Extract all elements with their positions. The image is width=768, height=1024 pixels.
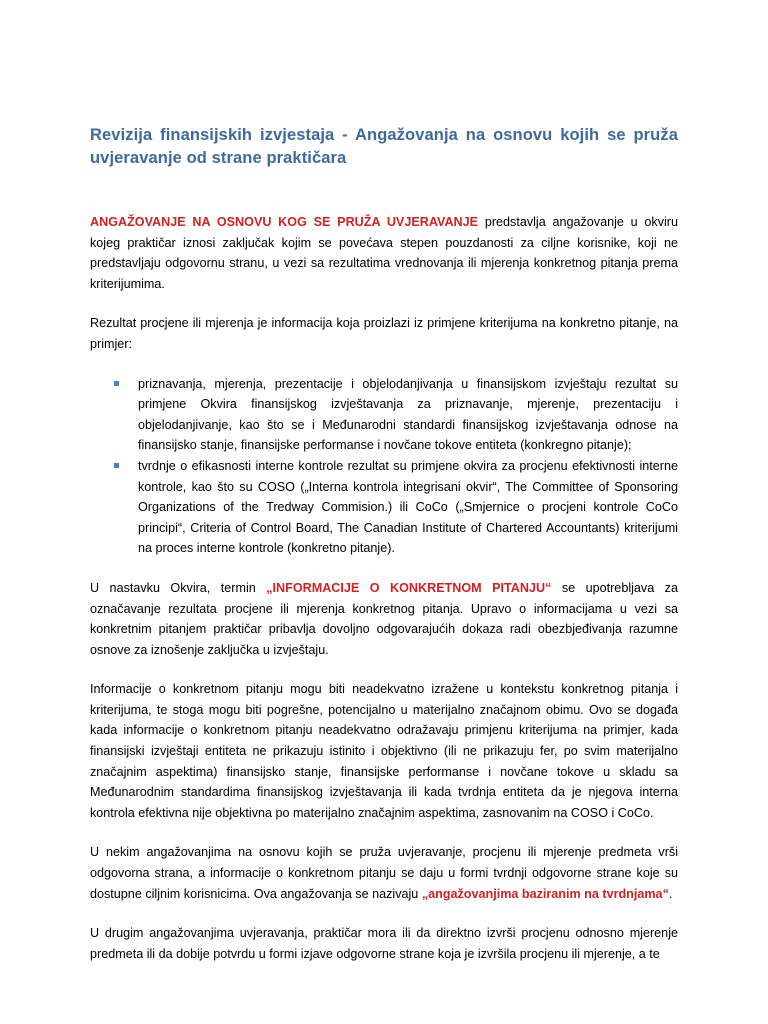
paragraph-result: Rezultat procjene ili mjerenja je informacija koja proizlazi iz primjene kriterijuma na konkretno pitanje, na primjer:: [90, 316, 678, 351]
list-item-text: tvrdnje o efikasnosti interne kontrole rezultat su primjene okvira za procjenu efektivnosti interne kontrole, kao što su COSO („Interna kontrola integrisani okvir“, The Committee of Sponsoring Organizations of the Tredway Commision.) ili CoCo („Smjernice o procjeni kontrole CoCo principi“, Criteria of Control Board, The Canadian Institute of Chartered Accountants) kriterijumi na proces interne kontrole (konkretno pitanje).: [138, 458, 678, 556]
list-item-text: priznavanja, mjerenja, prezentacije i objelodanjivanja u finansijskom izvještaju rezultat su primjene Okvira finansijskog izvještavanja za priznavanje, mjerenje, prezentaciju i objelodanjivanje, kao što se i Međunarodni standardi finansijskog izvještavanja odnose na finansijsko stanje, finansijske performanse i novčane tokove entiteta (konkregno pitanje);: [138, 376, 678, 453]
paragraph-text: U nastavku Okvira, termin: [90, 580, 267, 595]
list-item: [138, 456, 678, 559]
paragraph-text: se upotrebljava za označavanje rezultata procjene ili mjerenja konkretnog pitanja. Upravo o informacijama u vezi sa konkretnim pitanjem praktičar pribavlja dovoljno odgovarajućih dokaza radi obezbjeđivanja razumne osnove za iznošenje zaključka u izvještaju.: [90, 580, 678, 657]
paragraph-text: .: [668, 886, 673, 901]
document-title: Revizija finansijskih izvjestaja - Angažovanja na osnovu kojih se pruža uvjeravanje od strane praktičara: [90, 126, 678, 167]
paragraph-information-term: [90, 578, 678, 660]
bullet-square-icon: [114, 381, 119, 386]
example-list: [90, 374, 678, 559]
list-item: [138, 374, 678, 456]
paragraph-assertion-engagements: [90, 842, 678, 904]
paragraph-definition: [90, 212, 678, 294]
definition-text: predstavlja angažovanje u okviru kojeg praktičar iznosi zaključak kojim se povećava stepen pouzdanosti za ciljne korisnike, koji ne predstavljaju odgovornu stranu, u vezi sa rezultatima vrednovanja ili mjerenja konkretnog pitanja prema kriterijumima.: [90, 215, 678, 291]
bullet-square-icon: [114, 463, 119, 468]
information-term: „INFORMACIJE O KONKRETNOM PITANJU“: [266, 580, 552, 595]
paragraph-misstatement: Informacije o konkretnom pitanju mogu biti neadekvatno izražene u kontekstu konkretnog pitanja i kriterijuma, te stoga mogu biti pogrešne, potencijalno u materijalno značajnom obimu. Ovo se događa kada informacije o konkretnom pitanju neadekvatno odražavaju primjenu kriterijuma na primjer, kada finansijski izvještaji entiteta ne prikazuju istinito i objektivno (ili ne prikazuju fer, po svim materijalno značajnim aspektima) finansijsko stanje, finansijske performanse i novčane tokove u skladu sa Međunarodnim standardima finansijskog izvještavanja ili kada tvrdnja entiteta da je njegova interna kontrola efektivna nije objektivna po materijalno značajnim aspektima, zasnovanim na COSO i CoCo.: [90, 682, 678, 820]
definition-term: ANGAŽOVANJE NA OSNOVU KOG SE PRUŽA UVJERAVANJE: [90, 215, 479, 229]
paragraph-text: U nekim angažovanjima na osnovu kojih se pruža uvjeravanje, procjenu ili mjerenje predmeta vrši odgovorna strana, a informacije o konkretnom pitanju se daju u formi tvrdnji odgovorne strane koje su dostupne ciljnim korisnicima. Ova angažovanja se nazivaju: [90, 845, 678, 901]
paragraph-direct-engagements: U drugim angažovanjima uvjeravanja, praktičar mora ili da direktno izvrši procjenu odnosno mjerenje predmeta ili da dobije potvrdu u formi izjave odgovorne strane koja je izvršila procjenu ili mjerenje, a te: [90, 926, 678, 961]
assertion-term: „angažovanjima baziranim na tvrdnjama“: [421, 886, 669, 901]
